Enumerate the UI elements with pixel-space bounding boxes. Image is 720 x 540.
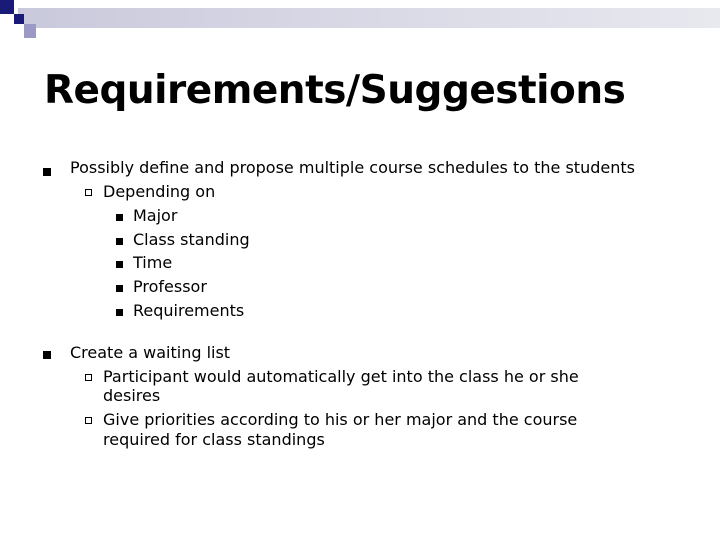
- square-bullet-icon: [116, 238, 123, 245]
- hollow-square-bullet-icon: [85, 374, 92, 381]
- sub-bullet-text: desires: [103, 386, 161, 405]
- hollow-square-bullet-icon: [85, 189, 92, 196]
- sub-sub-bullet-text: Time: [133, 253, 173, 272]
- bullet-text: Create a waiting list: [70, 343, 231, 362]
- sub-sub-bullet-text: Professor: [133, 277, 207, 296]
- sub-bullet-text: Give priorities according to his or her major and the course: [103, 410, 578, 429]
- square-bullet-icon: [43, 351, 51, 359]
- sub-sub-bullet-text: Requirements: [133, 301, 245, 320]
- square-bullet-icon: [116, 285, 123, 292]
- square-bullet-icon: [43, 168, 51, 176]
- bullet-text: Possibly define and propose multiple course schedules to the students: [70, 158, 635, 177]
- sub-sub-bullet-text: Class standing: [133, 230, 250, 249]
- sub-bullet-text: Depending on: [103, 182, 216, 201]
- square-bullet-icon: [116, 214, 123, 221]
- sub-sub-bullet-text: Major: [133, 206, 178, 225]
- sub-bullet-text: Participant would automatically get into the class he or she: [103, 367, 579, 386]
- sub-bullet-text: required for class standings: [103, 430, 325, 449]
- hollow-square-bullet-icon: [85, 417, 92, 424]
- square-bullet-icon: [116, 309, 123, 316]
- slide-title: Requirements/Suggestions: [44, 68, 626, 113]
- square-bullet-icon: [116, 261, 123, 268]
